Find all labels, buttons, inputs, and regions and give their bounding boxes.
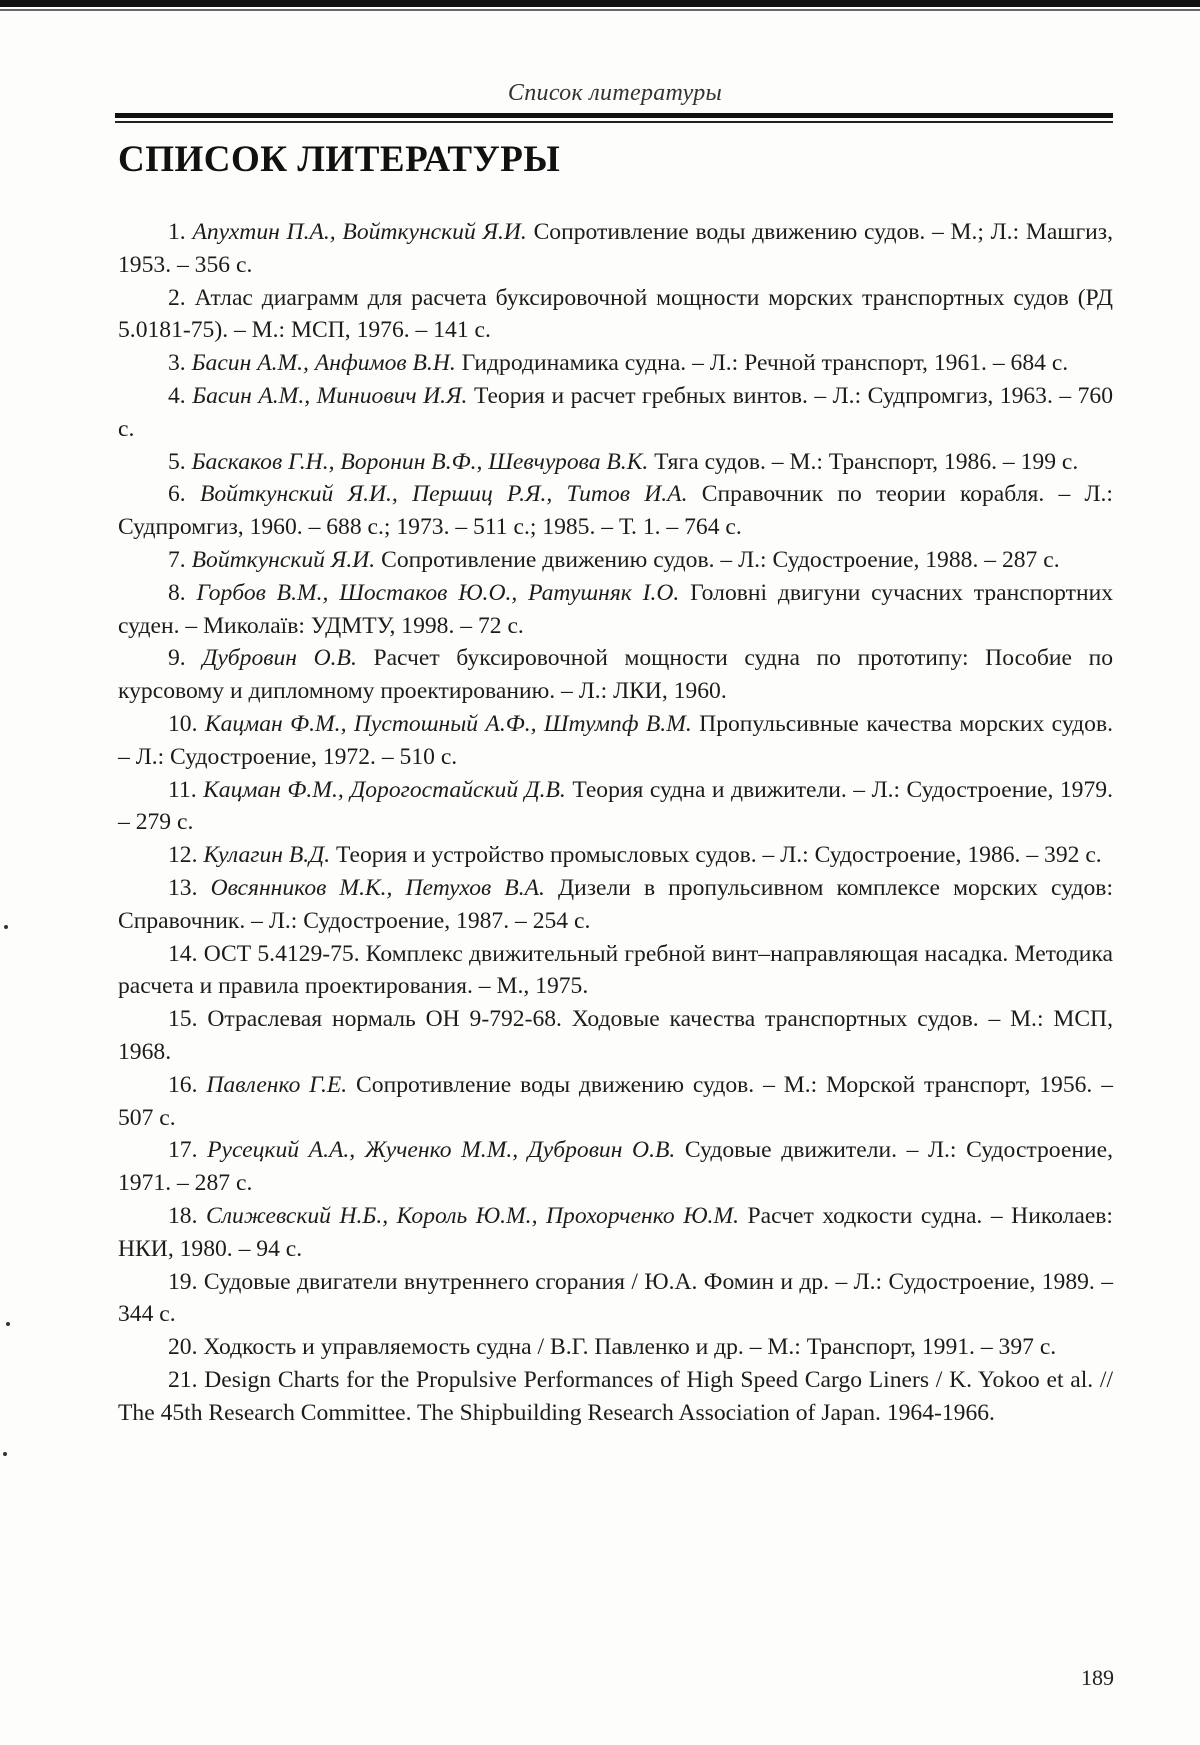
reference-item [118, 872, 1113, 938]
reference-authors: Овсянников М.К., Петухов В.А. [210, 874, 545, 901]
reference-item [118, 1266, 1113, 1332]
reference-text: Ходкость и управляемость судна / В.Г. Павленко и др. – М.: Транспорт, 1991. – 397 с. [203, 1334, 1057, 1361]
reference-list [118, 216, 1113, 1429]
reference-item [118, 380, 1113, 446]
reference-authors: Русецкий А.А., Жученко М.М., Дубровин О.В. [207, 1137, 676, 1164]
page-title: СПИСОК ЛИТЕРАТУРЫ [118, 139, 561, 180]
reference-number: 1. [168, 219, 186, 245]
margin-mark [3, 1452, 7, 1456]
reference-authors: Апухтин П.А., Войткунский Я.И. [192, 219, 527, 245]
reference-item [118, 708, 1113, 774]
reference-item [118, 938, 1113, 1004]
reference-text: Отраслевая нормаль ОН 9-792-68. Ходовые качества транспортных судов. – М.: МСП, 1968. [118, 1006, 1113, 1065]
header-rule-thin [115, 121, 1113, 123]
reference-number: 16. [168, 1071, 198, 1098]
reference-text: Теория и расчет гребных винтов. – Л.: Судпромгиз, 1963. – 760 с. [118, 382, 1114, 442]
reference-number: 9. [168, 645, 186, 672]
reference-number: 18. [168, 1202, 198, 1229]
reference-text: Расчет буксировочной мощности судна по прототипу: Пособие по курсовому и дипломному проектированию. – Л.: ЛКИ, 1960. [118, 645, 1113, 705]
reference-text: Головні двигуни сучасних транспортних суден. – Миколаїв: УДМТУ, 1998. – 72 с. [118, 579, 1113, 639]
reference-number: 20. [168, 1334, 198, 1361]
reference-text: Судовые движители. – Л.: Судостроение, 1971. – 287 с. [118, 1137, 1113, 1197]
reference-number: 11. [168, 776, 197, 803]
reference-authors: Кацман Ф.М., Дорогостайский Д.В. [203, 776, 566, 803]
reference-text: Сопротивление движению судов. – Л.: Судостроение, 1988. – 287 с. [375, 546, 1060, 573]
reference-item [118, 1069, 1113, 1135]
reference-authors: Басин А.М., Анфимов В.Н. [191, 350, 456, 377]
reference-authors: Баскаков Г.Н., Воронин В.Ф., Шевчурова В.К. [191, 448, 649, 475]
reference-authors: Кацман Ф.М., Пустошный А.Ф., Штумпф В.М. [204, 710, 692, 737]
reference-item [118, 347, 1113, 380]
reference-item [118, 282, 1113, 348]
reference-number: 5. [168, 448, 186, 475]
reference-text: Пропульсивные качества морских судов. – Л.: Судостроение, 1972. – 510 с. [118, 710, 1113, 770]
reference-number: 10. [168, 710, 198, 737]
reference-item [118, 216, 1113, 282]
reference-item [118, 544, 1113, 577]
reference-number: 19. [168, 1268, 198, 1295]
reference-item [118, 1364, 1113, 1430]
reference-item [118, 1331, 1113, 1364]
reference-text: Дизели в пропульсивном комплексе морских судов: Справочник. – Л.: Судостроение, 1987. – 254 с. [118, 874, 1113, 934]
header-rule-thick [115, 113, 1113, 118]
reference-number: 7. [168, 546, 186, 573]
reference-item [118, 446, 1113, 479]
reference-text: Гидродинамика судна. – Л.: Речной транспорт, 1961. – 684 с. [455, 350, 1069, 377]
running-head: Список литературы [507, 80, 723, 106]
reference-text: Атлас диаграмм для расчета буксировочной мощности морских транспортных судов (РД 5.0181-75). – М.: МСП, 1976. – 141 с. [118, 284, 1113, 344]
reference-number: 13. [168, 874, 198, 901]
reference-number: 6. [168, 481, 186, 508]
scan-top-edge-line [0, 9, 1200, 11]
reference-text: Теория судна и движители. – Л.: Судостроение, 1979. – 279 с. [118, 776, 1113, 836]
reference-authors: Войткунский Я.И. [191, 546, 376, 573]
reference-item [118, 1134, 1113, 1200]
margin-mark [4, 925, 8, 929]
reference-authors: Войткунский Я.И., Першиц Р.Я., Титов И.А. [199, 481, 688, 508]
reference-number: 12. [168, 842, 198, 869]
reference-authors: Кулагин В.Д. [203, 842, 331, 869]
reference-text: Сопротивление воды движению судов. – М.: Морской транспорт, 1956. – 507 с. [118, 1071, 1113, 1131]
reference-text: ОСТ 5.4129-75. Комплекс движительный гребной винт–направляющая насадка. Методика расчета и правила проектирования. – М., 1975. [118, 940, 1113, 1000]
reference-authors: Горбов В.М., Шостаков Ю.О., Ратушняк І.О. [196, 579, 680, 606]
reference-number: 2. [168, 284, 186, 311]
scan-top-edge [0, 0, 1200, 7]
reference-number: 17. [168, 1137, 198, 1164]
reference-number: 15. [168, 1006, 198, 1033]
reference-item [118, 839, 1113, 872]
margin-mark [6, 1322, 10, 1326]
reference-text: Design Charts for the Propulsive Performances of High Speed Cargo Liners / K. Yokoo et al. // The 45th Research Committee. The Shipbuilding Research Association of Japan. 1964-1966. [118, 1366, 1114, 1426]
reference-number: 21. [168, 1366, 198, 1393]
reference-text: Тяга судов. – М.: Транспорт, 1986. – 199 с. [648, 448, 1079, 475]
reference-authors: Слижевский Н.Б., Король Ю.М., Прохорченко Ю.М. [206, 1202, 739, 1229]
reference-text: Теория и устройство промысловых судов. – Л.: Судостроение, 1986. – 392 с. [330, 842, 1102, 869]
reference-text: Справочник по теории корабля. – Л.: Судпромгиз, 1960. – 688 с.; 1973. – 511 с.; 1985. – Т. 1. – 764 с. [118, 481, 1113, 541]
reference-text: Судовые двигатели внутреннего сгорания / Ю.А. Фомин и др. – Л.: Судостроение, 1989. – 344 с. [118, 1268, 1113, 1328]
reference-number: 4. [168, 382, 186, 409]
reference-authors: Дубровин О.В. [202, 645, 357, 672]
page-number: 189 [1081, 1665, 1114, 1690]
reference-text: Расчет ходкости судна. – Николаев: НКИ, 1980. – 94 с. [118, 1202, 1113, 1262]
reference-text: Сопротивление воды движению судов. – М.; Л.: Машгиз, 1953. – 356 с. [118, 219, 1113, 278]
reference-authors: Басин А.М., Миниович И.Я. [192, 382, 468, 409]
reference-item [118, 1200, 1113, 1266]
reference-item [118, 1003, 1113, 1069]
reference-item [118, 577, 1113, 643]
reference-number: 14. [168, 940, 198, 967]
reference-number: 8. [168, 579, 186, 606]
reference-item [118, 642, 1113, 708]
reference-number: 3. [168, 350, 186, 377]
reference-item [118, 774, 1113, 840]
reference-authors: Павленко Г.Е. [206, 1071, 348, 1098]
reference-item [118, 478, 1113, 544]
